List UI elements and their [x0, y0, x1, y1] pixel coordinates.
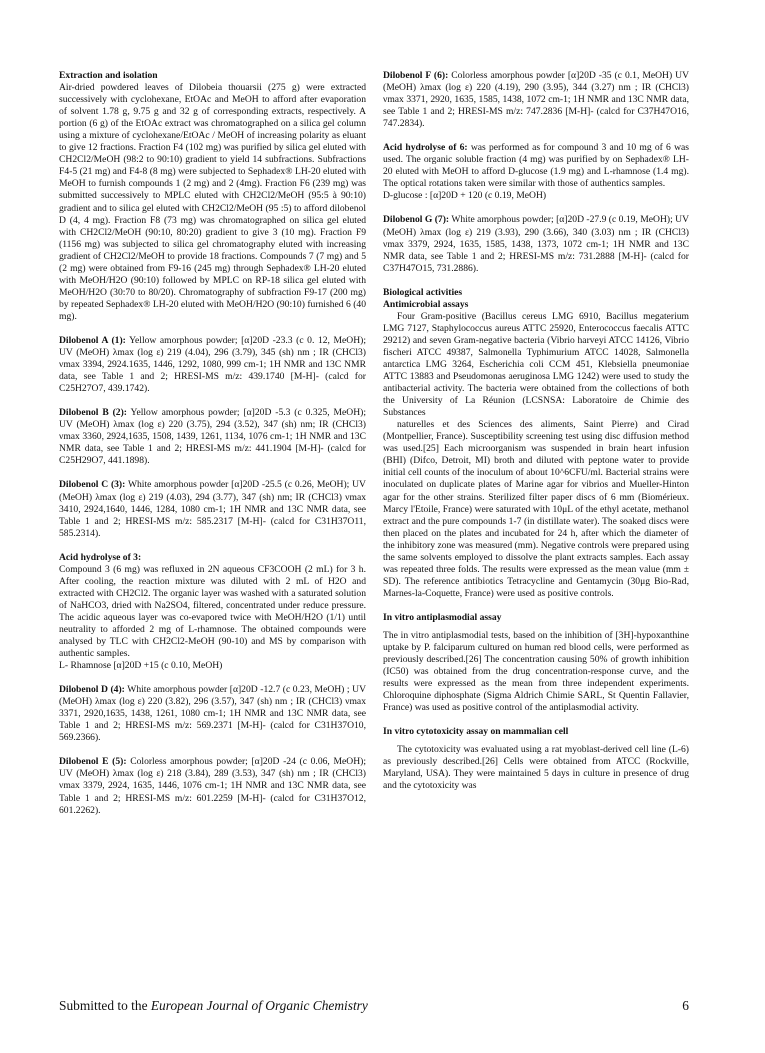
hydrolyse-section	[59, 552, 366, 672]
hydrolyse-section	[383, 142, 689, 202]
compound-data: Colorless amorphous powder; [α]20D -24 (c 0.06, MeOH); UV (MeOH) λmax (log ε) 218 (3.84), 289 (3.53), 347 (sh) nm ; IR (CHCl3) νmax 3379, 2924, 1635, 1446, 1076 cm-1; 1H NMR and 13C NMR data, see Table 1 and 2; HRESI-MS m/z: 601.2259 [M-H]- (calcd for C31H37O12, 601.2262).	[59, 756, 366, 816]
compound-data: White amorphous powder; [α]20D -27.9 (c 0.19, MeOH); UV (MeOH) λmax (log ε) 219 (3.93), 290 (3.66), 340 (3.03) nm ; IR (CHCl3) νmax 3379, 2924, 1635, 1585, 1438, 1373, 1072 cm-1; 1H NMR and 13C NMR data, see Table 1 and 2; HRESI-MS m/z: 731.2888 [M-H]- (calcd for C37H47O15, 731.2886).	[383, 214, 690, 274]
section-heading: Biological activities	[383, 286, 463, 298]
compound-data: Colorless amorphous powder [α]20D -35 (c 0.1, MeOH) UV (MeOH) λmax (log ε) 220 (4.19), 290 (3.95), 344 (3.27) nm ; IR (CHCl3) νmax 3371, 2920, 1635, 1585, 1438, 1072 cm-1; 1H NMR and 13C NMR data, see Table 1 and 2; HRESI-MS m/z: 747.2836 [M-H]- (calcd for C37H47O16, 747.2834).	[383, 70, 689, 130]
compound-data: White amorphous powder [α]20D -25.5 (c 0.26, MeOH); UV (MeOH) λmax (log ε) 219 (4.03), 294 (3.77), 347 (sh) nm; IR (CHCl3) νmax 3410, 2924,1640, 1446, 1284, 1080 cm-1; 1H NMR and 13C NMR data, see Table 1 and 2; HRESI-MS m/z: 585.2317 [M-H]- (calcd for C31H37O11, 585.2314).	[59, 479, 366, 539]
paragraph: was performed as for compound 3 and 10 mg of 6 was used. The organic soluble fraction (4 mg) was purified by on Sephadex® LH-20 eluted with MeOH to afford D-glucose (1.9 mg) and L-rhamnose (1.4 mg). The optical rotations taken were similar with those of authentics samples.	[383, 142, 689, 190]
journal-name: European Journal of Organic Chemistry	[150, 998, 368, 1013]
compound-entry	[383, 70, 689, 130]
paragraph: Compound 3 (6 mg) was refluxed in 2N aqueous CF3COOH (2 mL) for 3 h. After cooling, the reaction mixture was diluted with 2 mL of H2O and extracted with CH2Cl2. The organic layer was washed with a saturated solution of NaHCO3, dried with Na2SO4, filtered, concentrated under reduce pressure. The acidic aqueous layer was co-evapored twice with MeOH/H2O (1/1) until neutrality to afforded 2 mg of L-rhamnose. The obtained compounds were analysed by TLC with CH2Cl2-MeOH (90-10) and MS by comparison with authentic samples.	[59, 563, 366, 660]
paragraph: Four Gram-positive (Bacillus cereus LMG 6910, Bacillus megaterium LMG 7127, Staphylococcus aureus ATTC 25920, Enterococcus faecalis ATTC 29212) and seven Gram-negative bacteria (Vibrio harveyi ATCC 14126, Vibrio fischeri ATCC 49387, Salmonella Typhimurium ATCC 14028, Salmonella antarctica LMG 3264, Escherichia coli CCM 451, Klebsiella pneumoniae ATTC 13883 and Pseudomonas aeruginosa LMG 1242) were used to study the antibacterial activity. The bacteria were obtained from the collections of both the University of La Réunion (LCSNSA: Laboratoire de Chimie des Substances	[383, 310, 689, 419]
biological-section	[383, 287, 689, 600]
compound-title: Dilobenol C (3):	[59, 479, 126, 491]
compound-entry	[383, 214, 689, 274]
compound-title: Dilobenol G (7):	[383, 214, 450, 226]
compound-title: Dilobenol D (4):	[59, 684, 125, 696]
compound-title: Dilobenol E (5):	[59, 756, 127, 768]
compound-title: Dilobenol A (1):	[59, 334, 126, 346]
compound-entry	[59, 684, 366, 744]
compound-entry	[59, 756, 366, 816]
section-heading: In vitro cytotoxicity assay on mammalian cell	[383, 726, 569, 738]
footer-prefix: Submitted to the	[59, 998, 151, 1013]
subsection-heading: Antimicrobial assays	[383, 298, 469, 310]
section-heading: Extraction and isolation	[59, 70, 158, 81]
page-number: 6	[682, 998, 689, 1013]
compound-entry	[59, 479, 366, 539]
compound-title: Dilobenol B (2):	[59, 407, 127, 419]
extraction-section	[59, 70, 366, 323]
paragraph: Air-dried powdered leaves of Dilobeia thouarsii (275 g) were extracted successively with cyclohexane, EtOAc and MeOH to afford after evaporation of solvent 1.78 g, 9.75 g and 32 g of corresponding extracts, respectively. A portion (6 g) of the EtOAc extract was chromatographed on a silica gel column using a mixture of cyclohexane/EtOAc / MeOH of increasing polarity as eluant to give 12 fractions. Fraction F4 (102 mg) was purified by silica gel eluted with CH2Cl2/MeOH (98:2 to 90:10) gradient to yield 14 subfractions. Subfractions F4-5 (21 mg) and F4-8 (8 mg) were subjected to Sephadex® LH-20 eluted with MeOH to furnish compounds 1 (2 mg) and 2 (4mg). Fraction F6 (239 mg) was submitted successively to MPLC eluted with CH2Cl2/MeOH (95:5 à 90:10) gradient and to silica gel eluted with CH2Cl2/MeOH (95 :5) to afford dilobenol D (4, 4 mg). Fraction F8 (73 mg) was chromatographed on silica gel eluted with CH2Cl2/MeOH (90:10, 80:20) gradient to give 3 (10 mg). Fraction F9 (1156 mg) was subjected to silica gel chromatography eluted with increasing gradient of CH2Cl2/MeOH to provide 18 fractions. Compounds 7 (7 mg) and 5 (2 mg) were obtained from F9-16 (245 mg) through Sephadex® LH-20 eluted with MeOH/H2O (90:10) followed by MPLC on RP-18 silica gel eluted with MeOH/H2O (30:70 to 80/20). Chromatography of subfraction F9-17 (200 mg) by repeated Sephadex® LH-20 eluted with MeOH/H2O (90:10) furnished 6 (40 mg).	[59, 82, 366, 322]
paragraph: naturelles et des Sciences des aliments, Saint Pierre) and Cirad (Montpellier, France). Susceptibility screening test using disc diffusion method was used.[25] Each microorganism was suspended in brain heart infusion (BHI) (Difco, Detroit, MI) broth and diluted with peptone water to provide initial cell counts of the inoculum of about 10^6CFU/ml. Bacterial strains were inoculated on duplicate plates of Marine agar for vibrios and Mueller-Hinton agar for the other strains. Sterilized filter paper discs of 6 mm (Biomérieux. Marcy l'Etoile, France) were saturated with 10μL of the ethyl acetate, methanol extract and the pure compounds 1-7 (in distillate water). The soaked discs were then placed on the plates and incubated for 24 h, after which the diameter of the inhibitory zone was measured (mm). Negative controls were prepared using the same solvents employed to dissolve the plant extracts samples. Each assay was repeated three folds. The results were expressed as the mean value (mm ± SD). The reference antibiotics Tetracycline and Gentamycin (30μg Bio-Rad, Marnes-la-Coquette, France) were used as positive controls.	[383, 419, 689, 599]
footer-text	[59, 998, 368, 1014]
section-heading: In vitro antiplasmodial assay	[383, 611, 502, 623]
compound-data: Yellow amorphous powder; [α]20D -5.3 (c 0.325, MeOH); UV (MeOH) λmax (log ε) 220 (3.75), 294 (3.52), 347 (sh) nm; IR (CHCl3) νmax 3360, 2924,1635, 1508, 1439, 1261, 1134, 1076 cm-1; 1H NMR and 13C NMR data, see Table 1 and 2; HRESI-MS m/z: 441.1904 [M-H]- (calcd for C25H29O7, 441.1898).	[59, 407, 366, 467]
compound-data: Yellow amorphous powder; [α]20D -23.3 (c 0. 12, MeOH); UV (MeOH) λmax (log ε) 219 (4.04), 296 (3.79), 345 (sh) nm ; IR (CHCl3) νmax 3394, 2924.1635, 1446, 1292, 1080, 999 cm-1; 1H NMR and 13C NMR data, see Table 1 and 2; HRESI-MS m/z: 439.1740 [M-H]- (calcd for C25H27O7, 439.1742).	[59, 334, 367, 395]
optical-rotation: L- Rhamnose [α]20D +15 (c 0.10, MeOH)	[59, 660, 223, 672]
section-heading: Acid hydrolyse of 3:	[59, 551, 142, 563]
optical-rotation: D-glucose : [α]20D + 120 (c 0.19, MeOH)	[383, 190, 547, 202]
page-footer	[59, 998, 689, 1014]
section-heading: Acid hydrolyse of 6:	[383, 142, 468, 154]
compound-title: Dilobenol F (6):	[383, 70, 449, 81]
compound-entry	[59, 335, 366, 395]
paragraph: The cytotoxicity was evaluated using a rat myoblast-derived cell line (L-6) as previously described.[26] Cells were obtained from ATCC (Rockville, Maryland, USA). They were maintained 5 days in culture in presence of drug and the cytotoxicity was	[383, 744, 689, 792]
compound-entry	[59, 407, 366, 467]
antiplasmodial-section	[383, 612, 689, 714]
compound-data: White amorphous powder [α]20D -12.7 (c 0.23, MeOH) ; UV (MeOH) λmax (log ε) 220 (3.82), 296 (3.57), 347 (sh) nm ; IR (CHCl3) νmax 3371, 2920,1635, 1438, 1261, 1080 cm-1; 1H NMR and 13C NMR data, see Table 1 and 2; HRESI-MS m/z: 569.2371 [M-H]- (calcd for C31H37O10, 569.2366).	[59, 684, 367, 744]
cytotoxicity-section	[383, 726, 689, 792]
left-column	[59, 70, 366, 829]
paragraph: The in vitro antiplasmodial tests, based on the inhibition of [3H]-hypoxanthine uptake by P. falciparum cultured on human red blood cells, were performed as previously described.[26] The concentration causing 50% of growth inhibition (IC50) was obtained from the drug concentration-response curve, and the results were expressed as the mean from three independent experiments. Chloroquine diphosphate (Sigma Aldrich Chimie SARL, St Quentin Fallavier, France) was used as positive control of the antiplasmodial activity.	[383, 629, 689, 714]
right-column	[383, 70, 689, 805]
